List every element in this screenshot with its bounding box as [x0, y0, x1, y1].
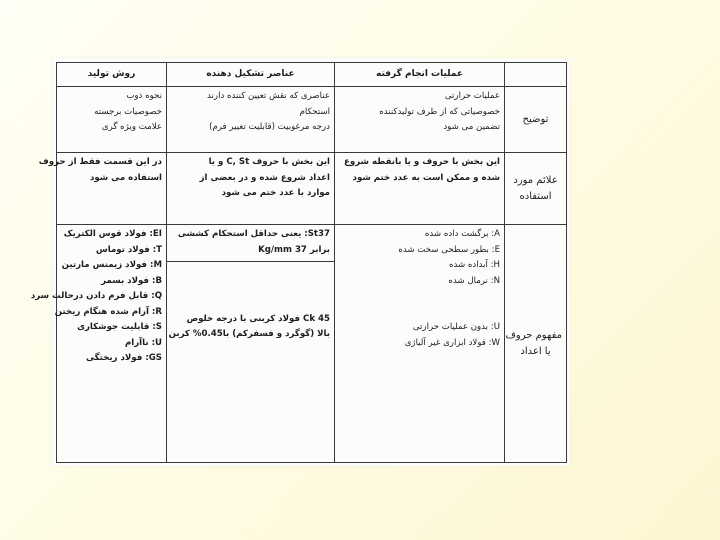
text-line: خصوصیاتی که از طرف تولیدکننده — [379, 106, 500, 117]
header-empty-cell — [505, 63, 567, 87]
row-label-usage — [505, 153, 567, 225]
cell-divider — [167, 261, 334, 262]
row-label-usage-line2: استفاده — [519, 190, 552, 202]
usage-production-cell — [38, 153, 167, 225]
code-line: GS: فولاد ریختگی — [85, 353, 162, 363]
spacer — [171, 296, 330, 312]
code-line: Q: قابل فرم دادن درحالت سرد — [30, 291, 162, 301]
text-line: موارد با عدد ختم می شود — [221, 188, 330, 198]
text-line: علامت ویژه گری — [101, 122, 162, 132]
text-line: درجه مرغوبیت (قابلیت تغییر فرم) — [209, 122, 330, 132]
text-line: اعداد شروع شده و در بعضی از — [199, 172, 330, 183]
code-line: A: برگشت داده شده — [424, 229, 500, 239]
text-line: تضمین می شود — [443, 122, 500, 132]
description-row — [57, 87, 567, 153]
row-label-meaning — [505, 225, 567, 463]
meaning-production-cell — [30, 225, 167, 463]
row-label-meaning-line1: مفهوم حروف — [505, 329, 562, 341]
row-label-usage-line1: علائم مورد — [513, 174, 558, 186]
code-line: S: قابلیت جوشکاری — [77, 322, 162, 332]
spacer — [171, 265, 330, 281]
code-line: E: بطور سطحی سخت شده — [398, 244, 500, 255]
text-line: استحکام — [299, 106, 330, 117]
text-line: نحوه ذوب — [126, 91, 162, 101]
code-line: برابر 37 Kg/mm — [258, 244, 330, 255]
code-line: M: فولاد زیمنس مارتین — [61, 260, 162, 270]
description-production-cell — [57, 87, 167, 153]
code-line: Ck 45 فولاد کربنی با درجه خلوص — [186, 313, 330, 324]
header-elements: عناصر تشکیل دهنده — [167, 63, 335, 87]
description-elements-cell — [167, 87, 335, 153]
spacer — [339, 305, 500, 321]
code-line: H: آبداده شده — [448, 260, 500, 270]
code-line: بالا (گوگرد و فسفرکم) با0.45% کربن — [168, 329, 330, 339]
text-line: عملیات حرارتی — [444, 91, 500, 101]
meaning-elements-cell — [167, 225, 335, 463]
row-label-description — [505, 87, 567, 153]
row-label-meaning-line2: یا اعداد — [520, 345, 551, 357]
usage-row — [57, 153, 567, 225]
header-row — [57, 63, 567, 87]
description-operations-cell — [335, 87, 505, 153]
usage-elements-cell — [167, 153, 335, 225]
meaning-operations-cell — [335, 225, 505, 463]
header-operations: عملیات انجام گرفته — [335, 63, 505, 87]
spacer — [171, 281, 330, 297]
row-label-description-text: توضیح — [522, 113, 549, 125]
code-line: R: آرام شده هنگام ریختن — [54, 306, 162, 317]
text-line: استفاده می شود — [89, 172, 162, 183]
code-line: N: نرمال شده — [448, 275, 500, 286]
code-line: T: فولاد توماس — [95, 244, 162, 255]
meaning-row — [57, 225, 567, 463]
text-line: عناصری که نقش تعیین کننده دارند — [207, 91, 330, 101]
code-line: B: فولاد بسمر — [101, 275, 162, 286]
text-line: این بخش با حروف C, St و یا — [208, 157, 330, 167]
text-line: شده و ممکن است به عدد ختم شود — [352, 172, 500, 183]
code-line: St37: یعنی حداقل استحکام کششی — [177, 229, 330, 239]
text-line: در این قسمت فقط از حروف — [38, 157, 162, 167]
code-line: U: بدون عملیات حرارتی — [412, 322, 500, 332]
text-line: این بخش با حروف و یا بانقطه شروع — [344, 157, 500, 167]
spacer — [339, 289, 500, 305]
code-line: W: فولاد ابزاری غیر آلیاژی — [404, 337, 500, 348]
code-line: EI: فولاد قوس الکتریک — [63, 229, 162, 239]
code-line: U: ناآرام — [124, 337, 162, 348]
text-line: خصوصیات برجسته — [94, 106, 162, 117]
header-production-method: روش تولید — [57, 63, 167, 87]
usage-operations-cell — [335, 153, 505, 225]
steel-designation-table — [30, 62, 567, 463]
